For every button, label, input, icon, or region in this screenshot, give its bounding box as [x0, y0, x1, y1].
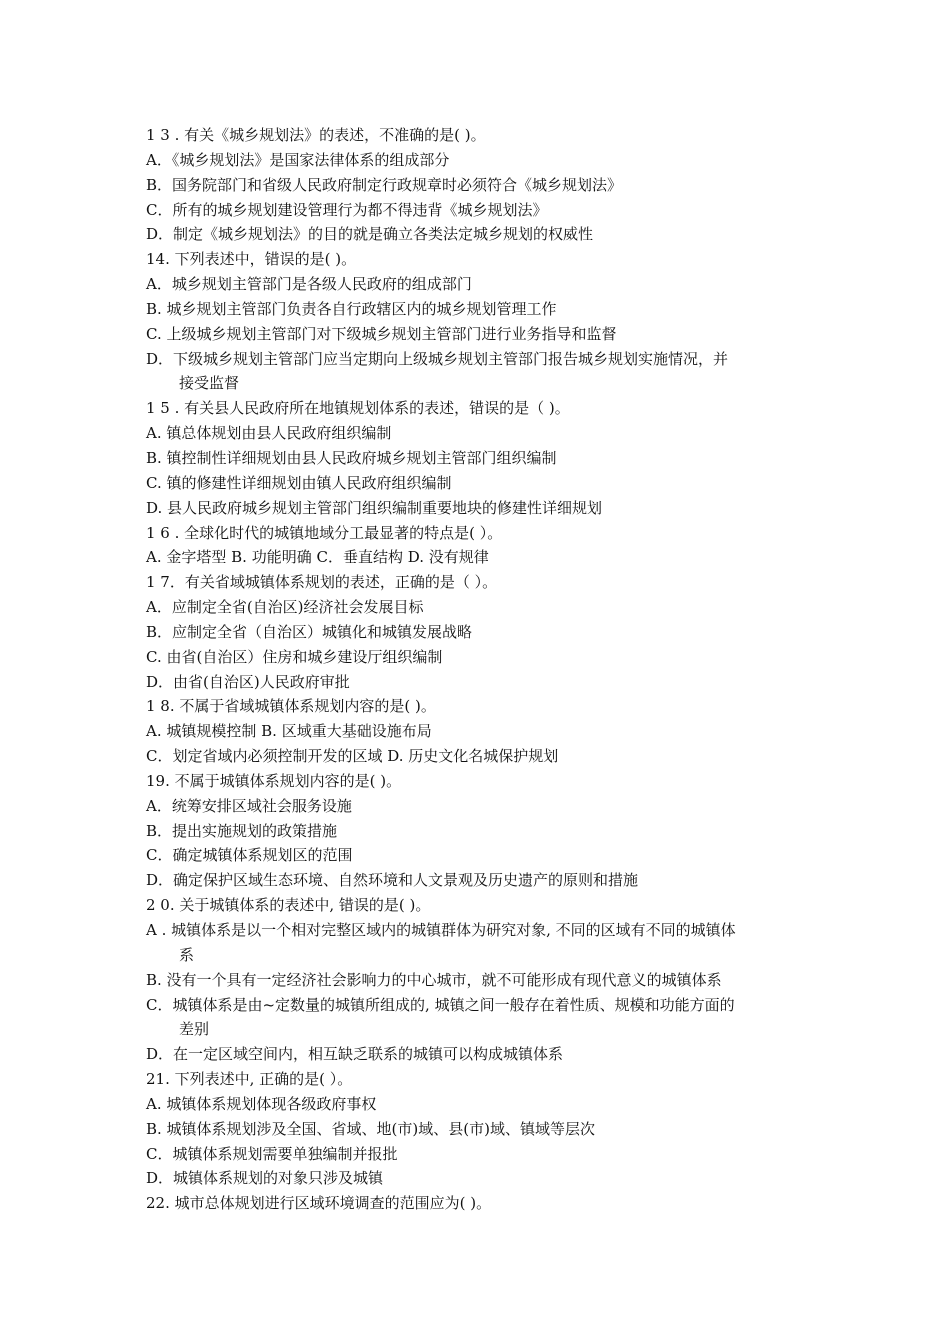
text-line: 1 8. 不属于省域城镇体系规划内容的是( )。	[146, 697, 436, 716]
text-line-continuation: 系	[179, 945, 195, 964]
text-line: B. 城镇体系规划涉及全国、省域、地(市)域、县(市)域、镇域等层次	[146, 1119, 595, 1138]
text-line: B．应制定全省（自治区）城镇化和城镇发展战略	[146, 622, 473, 641]
text-line: A. 城镇规模控制 B. 区域重大基础设施布局	[146, 722, 432, 741]
text-line: C．划定省域内必须控制开发的区域 D. 历史文化名城保护规划	[146, 747, 559, 766]
text-line: A．《城乡规划法》是国家法律体系的组成部分	[146, 150, 450, 169]
text-line: B. 没有一个具有一定经济社会影响力的中心城市，就不可能形成有现代意义的城镇体系	[146, 970, 722, 989]
text-line: D．在一定区域空间内，相互缺乏联系的城镇可以构成城镇体系	[146, 1045, 564, 1064]
text-line: A. 城镇体系规划体现各级政府事权	[146, 1094, 377, 1113]
text-line: C．确定城镇体系规划区的范围	[146, 846, 353, 865]
text-line-continuation: 接受监督	[179, 374, 240, 393]
text-line: 2 0. 关于城镇体系的表述中, 错误的是( )。	[146, 896, 431, 915]
text-line: C．所有的城乡规划建设管理行为都不得违背《城乡规划法》	[146, 200, 548, 219]
text-line: A . 城镇体系是以一个相对完整区域内的城镇群体为研究对象, 不同的区域有不同的城镇体	[146, 921, 736, 939]
document-body	[146, 123, 816, 1216]
text-line: B．提出实施规划的政策措施	[146, 821, 338, 840]
text-line: D．下级城乡规划主管部门应当定期向上级城乡规划主管部门报告城乡规划实施情况，并	[146, 349, 729, 368]
text-line: A. 金字塔型 B. 功能明确 C．垂直结构 D. 没有规律	[146, 548, 489, 567]
text-line: D．城镇体系规划的对象只涉及城镇	[146, 1169, 384, 1188]
text-line: C. 上级城乡规划主管部门对下级城乡规划主管部门进行业务指导和监督	[146, 324, 617, 343]
text-line: 19. 不属于城镇体系规划内容的是( )。	[146, 771, 402, 790]
text-line: 14. 下列表述中，错误的是( )。	[146, 250, 357, 269]
text-line: 22. 城市总体规划进行区域环境调查的范围应为( )。	[146, 1194, 492, 1213]
text-line: D. 县人民政府城乡规划主管部门组织编制重要地块的修建性详细规划	[146, 498, 603, 517]
text-line: A．城乡规划主管部门是各级人民政府的组成部门	[146, 275, 472, 294]
text-line-continuation: 差别	[179, 1020, 210, 1039]
text-line: 1 5 . 有关县人民政府所在地镇规划体系的表述，错误的是（ )。	[146, 399, 570, 418]
text-line: D．由省(自治区)人民政府审批	[146, 672, 350, 691]
text-line: A. 镇总体规划由县人民政府组织编制	[146, 424, 392, 443]
text-line: C. 由省(自治区）住房和城乡建设厅组织编制	[146, 647, 443, 666]
text-line: C．城镇体系是由~定数量的城镇所组成的, 城镇之间一般存在着性质、规模和功能方面的	[146, 995, 735, 1014]
text-line: B. 城乡规划主管部门负责各自行政辖区内的城乡规划管理工作	[146, 299, 557, 318]
text-line: A．应制定全省(自治区)经济社会发展目标	[146, 598, 424, 617]
text-line: 1 7．有关省域城镇体系规划的表述，正确的是（ ）。	[146, 573, 498, 592]
text-line: A．统筹安排区域社会服务设施	[146, 796, 352, 815]
text-line: B. 镇控制性详细规划由县人民政府城乡规划主管部门组织编制	[146, 448, 557, 467]
text-line: 1 6 . 全球化时代的城镇地域分工最显著的特点是( ）。	[146, 523, 503, 542]
text-line: C．城镇体系规划需要单独编制并报批	[146, 1144, 398, 1163]
text-line: 1 3 . 有关《城乡规划法》的表述，不准确的是( )。	[146, 126, 486, 144]
text-line: C. 镇的修建性详细规划由镇人民政府组织编制	[146, 473, 452, 492]
text-line: B．国务院部门和省级人民政府制定行政规章时必须符合《城乡规划法》	[146, 175, 623, 194]
text-line: 21. 下列表述中, 正确的是( ）。	[146, 1070, 353, 1089]
text-line: D．确定保护区域生态环境、自然环境和人文景观及历史遗产的原则和措施	[146, 871, 639, 890]
text-line: D．制定《城乡规划法》的目的就是确立各类法定城乡规划的权威性	[146, 225, 594, 244]
